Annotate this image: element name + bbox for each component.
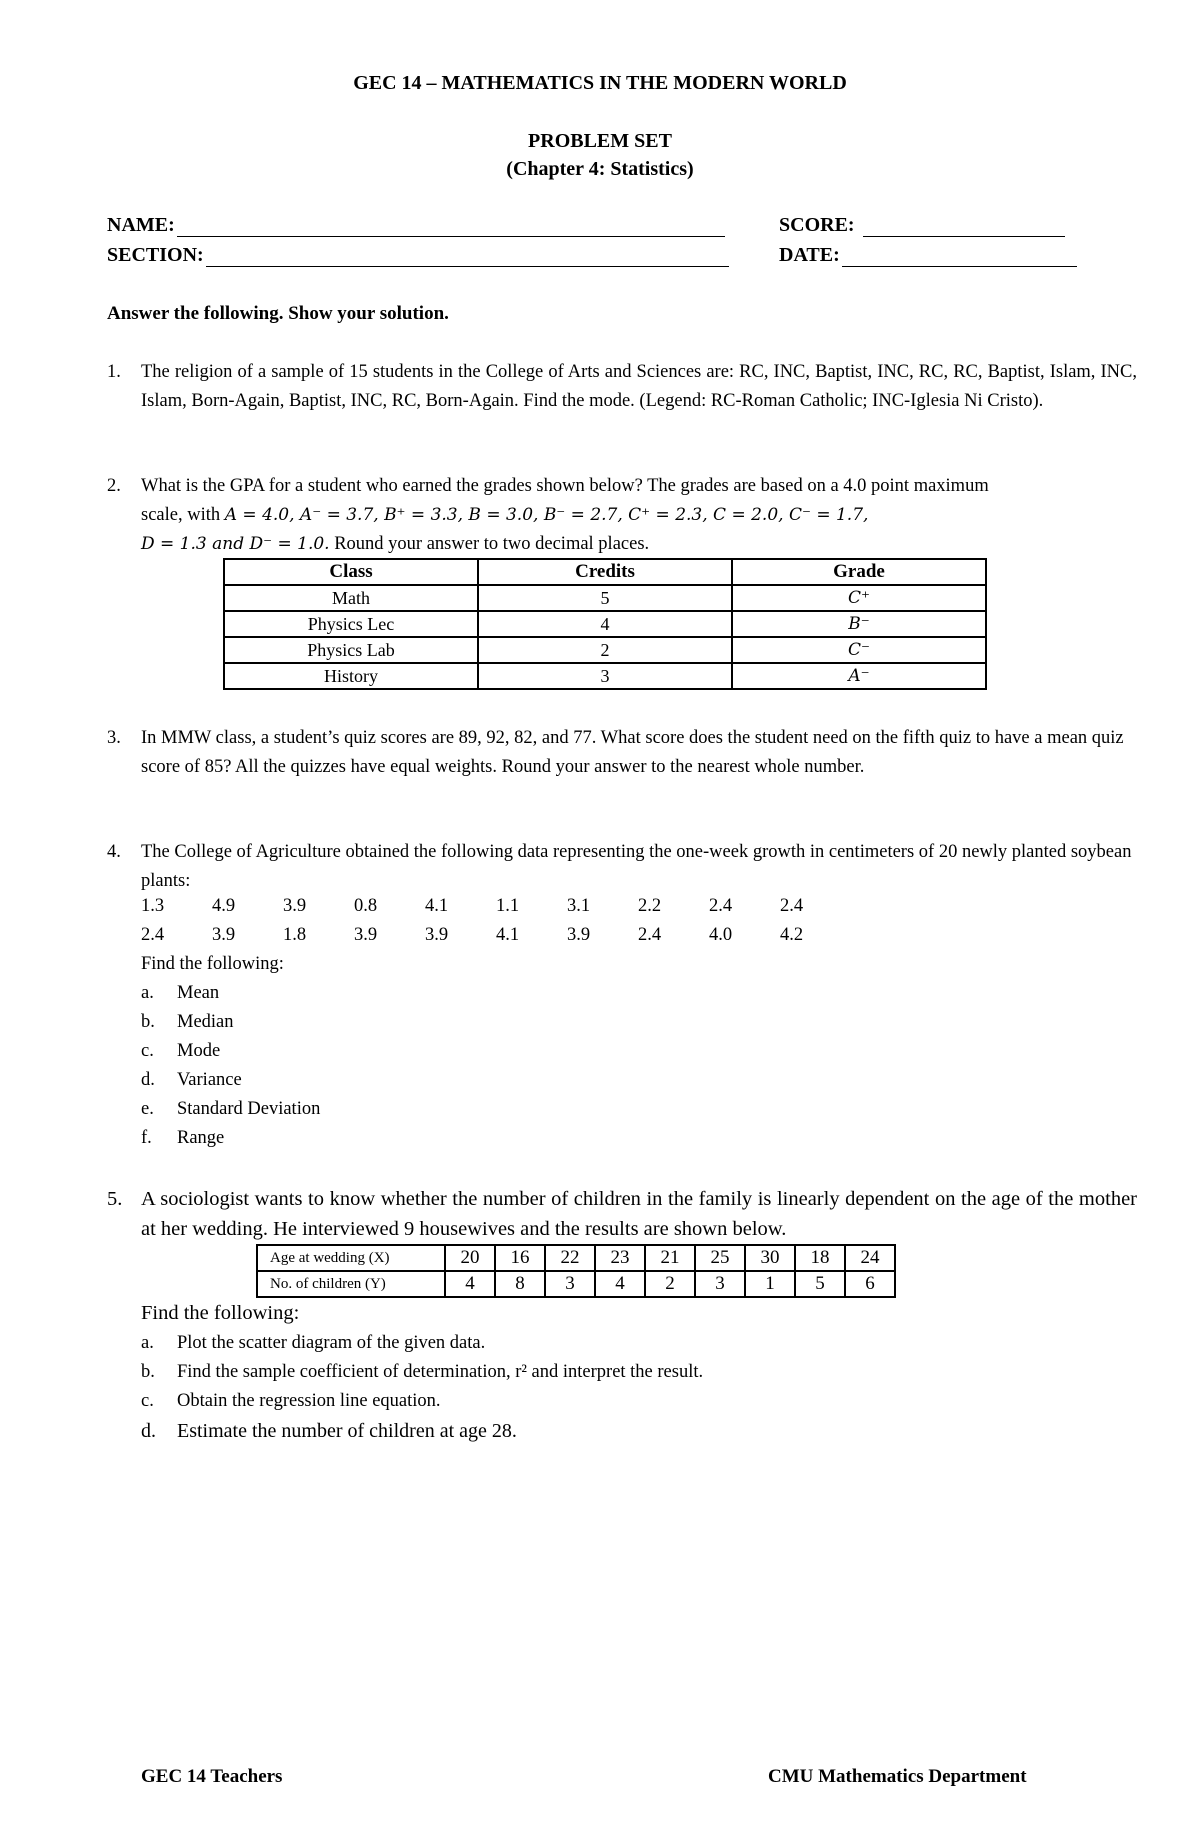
data-value: 2.4 (141, 925, 165, 945)
data-value: 2.4 (638, 925, 662, 945)
data-value: 1.1 (496, 896, 520, 916)
course-title: GEC 14 – MATHEMATICS IN THE MODERN WORLD (353, 72, 847, 94)
grade-scale: D = 1.3 and D⁻ = 1.0. (141, 534, 330, 554)
y-value: 8 (495, 1271, 545, 1297)
table-row (257, 1245, 895, 1271)
grades-table (223, 558, 987, 690)
footer-right: CMU Mathematics Department (768, 1766, 1027, 1787)
x-value: 20 (445, 1245, 495, 1271)
table-row (257, 1271, 895, 1297)
table-row (224, 663, 986, 689)
question-number: 2. (107, 476, 121, 496)
data-value: 4.9 (212, 896, 236, 916)
score-field[interactable] (779, 214, 1065, 237)
list-item: d. Estimate the number of children at age 28. (141, 1420, 517, 1442)
section-field[interactable] (107, 244, 729, 267)
question-2 (107, 472, 1137, 560)
question-number: 5. (107, 1188, 123, 1210)
column-header: Grade (732, 559, 986, 585)
question-3 (107, 724, 1137, 814)
data-value: 1.8 (283, 925, 307, 945)
data-value: 3.9 (425, 925, 449, 945)
section-line[interactable] (206, 246, 729, 267)
class-cell: History (224, 663, 478, 689)
question-number: 1. (107, 362, 121, 382)
find-the-following: Find the following: (141, 1302, 300, 1324)
data-value: 3.9 (283, 896, 307, 916)
score-label: SCORE: (779, 214, 855, 236)
list-item: a. Plot the scatter diagram of the given data. (141, 1333, 486, 1353)
list-item: c. Mode (141, 1041, 221, 1061)
table-row (224, 585, 986, 611)
x-value: 21 (645, 1245, 695, 1271)
list-item: b. Find the sample coefficient of determination, r² and interpret the result. (141, 1362, 704, 1382)
credits-cell: 4 (478, 611, 732, 637)
question-text: The religion of a sample of 15 students in the College of Arts and Sciences are: RC, INC, Baptist, INC, RC, RC, Baptist, Islam, INC, Islam, Born-Again, Baptist, INC, RC, Born-Again. Find the mode. (Legend: RC-Roman Catholic; INC-Iglesia Ni Cristo). (141, 362, 1137, 411)
question-text: The College of Agriculture obtained the following data representing the one-week growth in centimeters of 20 newly planted soybean plants: (141, 842, 1132, 891)
data-value: 2.4 (780, 896, 804, 916)
column-header: Credits (478, 559, 732, 585)
question-1 (107, 358, 1137, 448)
name-label: NAME: (107, 214, 175, 236)
x-value: 24 (845, 1245, 895, 1271)
y-value: 3 (545, 1271, 595, 1297)
grade-cell: C⁻ (732, 637, 986, 663)
x-value: 22 (545, 1245, 595, 1271)
credits-cell: 2 (478, 637, 732, 663)
table-header-row (224, 559, 986, 585)
list-item: e. Standard Deviation (141, 1099, 321, 1119)
y-value: 4 (595, 1271, 645, 1297)
chapter-title: (Chapter 4: Statistics) (506, 158, 694, 180)
class-cell: Physics Lec (224, 611, 478, 637)
data-value: 4.0 (709, 925, 733, 945)
grade-scale: A = 4.0, A⁻ = 3.7, B⁺ = 3.3, B = 3.0, B⁻ = 2.7, C⁺ = 2.3, C = 2.0, C⁻ = 1.7, (224, 505, 869, 525)
y-value: 3 (695, 1271, 745, 1297)
data-value: 1.3 (141, 896, 165, 916)
data-value: 4.1 (425, 896, 449, 916)
x-value: 18 (795, 1245, 845, 1271)
list-item: d. Variance (141, 1070, 242, 1090)
data-value: 2.2 (638, 896, 662, 916)
table-row (224, 637, 986, 663)
document-title: PROBLEM SET (528, 130, 672, 152)
question-text: A sociologist wants to know whether the number of children in the family is linearly dependent on the age of the mother at her wedding. He interviewed 9 housewives and the results are shown below. (141, 1188, 1137, 1240)
question-text: What is the GPA for a student who earned the grades shown below? The grades are based on a 4.0 point maximum (141, 476, 989, 496)
row-label: No. of children (Y) (257, 1271, 445, 1297)
data-value: 3.9 (212, 925, 236, 945)
credits-cell: 5 (478, 585, 732, 611)
footer-left: GEC 14 Teachers (141, 1766, 283, 1787)
x-value: 23 (595, 1245, 645, 1271)
grade-cell: A⁻ (732, 663, 986, 689)
column-header: Class (224, 559, 478, 585)
credits-cell: 3 (478, 663, 732, 689)
data-value: 4.1 (496, 925, 520, 945)
data-value: 3.1 (567, 896, 591, 916)
list-item: a. Mean (141, 983, 220, 1003)
class-cell: Math (224, 585, 478, 611)
x-value: 25 (695, 1245, 745, 1271)
question-4 (107, 838, 1137, 898)
name-field[interactable] (107, 214, 725, 237)
date-line[interactable] (842, 246, 1077, 267)
data-value: 0.8 (354, 896, 378, 916)
age-children-table (256, 1244, 896, 1298)
data-row-1 (141, 896, 851, 917)
section-label: SECTION: (107, 244, 204, 266)
y-value: 5 (795, 1271, 845, 1297)
class-cell: Physics Lab (224, 637, 478, 663)
y-value: 4 (445, 1271, 495, 1297)
question-text: scale, with (141, 505, 221, 525)
x-value: 16 (495, 1245, 545, 1271)
grade-cell: B⁻ (732, 611, 986, 637)
question-5 (107, 1184, 1137, 1244)
data-value: 3.9 (354, 925, 378, 945)
instructions: Answer the following. Show your solution. (107, 303, 449, 324)
date-field[interactable] (779, 244, 1077, 267)
list-item: c. Obtain the regression line equation. (141, 1391, 441, 1411)
find-the-following: Find the following: (141, 954, 284, 974)
data-value: 2.4 (709, 896, 733, 916)
grade-cell: C⁺ (732, 585, 986, 611)
row-label: Age at wedding (X) (257, 1245, 445, 1271)
date-label: DATE: (779, 244, 840, 266)
score-line[interactable] (863, 216, 1065, 237)
data-value: 3.9 (567, 925, 591, 945)
question-text: In MMW class, a student’s quiz scores are 89, 92, 82, and 77. What score does the student need on the fifth quiz to have a mean quiz score of 85? All the quizzes have equal weights. Round your answer to the nearest whole number. (141, 728, 1124, 777)
data-row-2 (141, 925, 851, 946)
y-value: 2 (645, 1271, 695, 1297)
question-text: Round your answer to two decimal places. (334, 534, 650, 554)
y-value: 1 (745, 1271, 795, 1297)
table-row (224, 611, 986, 637)
name-line[interactable] (177, 216, 725, 237)
data-value: 4.2 (780, 925, 804, 945)
list-item: f. Range (141, 1128, 225, 1148)
x-value: 30 (745, 1245, 795, 1271)
question-number: 4. (107, 842, 121, 862)
list-item: b. Median (141, 1012, 234, 1032)
y-value: 6 (845, 1271, 895, 1297)
question-number: 3. (107, 728, 121, 748)
